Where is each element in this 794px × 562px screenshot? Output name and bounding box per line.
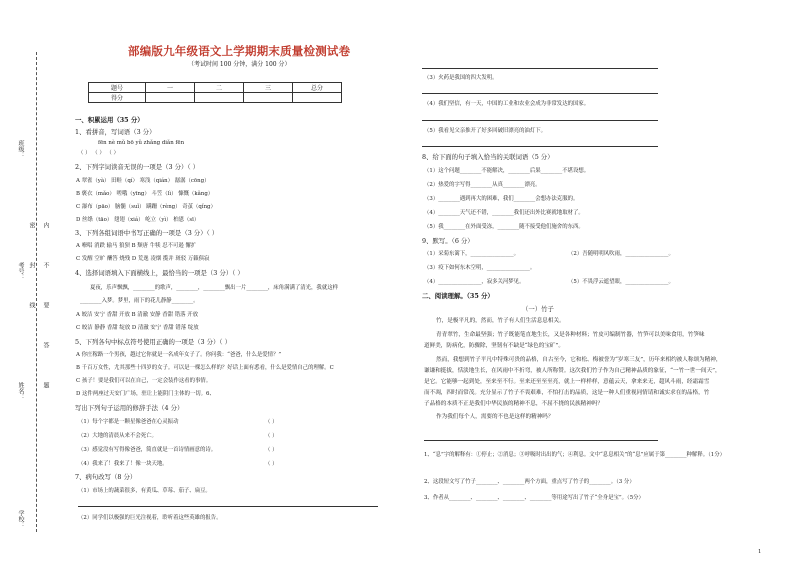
exam-subtitle: （考试时间 100 分钟，满分 100 分） [188,61,291,68]
q5-prompt: 5、下列各句中标点符号使用正确的一项是（3 分）（ ） [75,338,231,346]
q7-item-1: （1）市场上的蔬菜很多，有黄瓜、草莓、茄子、扁豆。 [78,488,211,494]
exam-title: 部编版九年级语文上学期期末质量检测试卷 [128,44,351,58]
q6-item-2: （2）大地的清晨从来不会死亡。 [78,433,157,439]
q8-item-4[interactable]: （4）________天气还不错，________我们还出外比赛就地取材了。 [424,210,584,216]
q7-item-4: （4）我们坚信，有一天，中国的工业和农业会成为非常发达的国家。 [424,101,590,107]
q6-item-3: （3）感觉没有写得像爸爸，简直就是一首诗情画意的诗。 [78,447,217,453]
reading-q2[interactable]: 2、这段短文写了竹子________、________两个方面，重点写了竹子的________。（3 分） [424,479,635,485]
r-answer-line-0[interactable] [422,68,658,69]
q8-prompt: 8、给下面的句子填入恰当的关联词语（5 分） [422,153,554,161]
score-cell-2[interactable] [195,93,244,103]
q4-options-cd[interactable]: C 皎洁 静静 香甜 绽放 D 清澈 安宁 香甜 错落 绽放 [76,325,199,331]
side-label-name: 姓名： [17,382,24,400]
score-row-label: 得分 [89,93,146,103]
r-answer-line-5[interactable] [422,146,658,147]
q6-answer-1[interactable]: （ ） [265,419,278,425]
q2-option-d[interactable]: D 丝绦（tāo） 翅翅（xiá） 屹立（yì） 柏恩（sī） [76,217,200,223]
q4-prompt: 4、选择词语填入下面横线上，最恰当的一项是（3 分）（ ） [75,269,244,277]
q4-passage-line2: ________入梦。梦里，雨下的花儿静静________。 [80,298,199,304]
score-head-label: 题号 [89,83,146,93]
q2-prompt: 2、下列字词读音无误的一项是（3 分）（ ） [75,163,200,171]
side-notice-6: 要 [42,302,49,308]
q3-options-cd[interactable]: C 发醒 空旷 酬答 烧残 D 荒逸 凌烟 揽并 斑驳 万籁俱寂 [76,256,210,262]
q9-item-5[interactable]: （5）不畏浮云遮望眼，________________。 [568,279,674,285]
q2-option-c[interactable]: C 瀑布（pāo） 脑髓（suǐ） 蹒跚（rèng） 奇茧（qǐng） [76,204,216,210]
q9-item-3[interactable]: （3）疫下如何东木空明，________________。 [424,265,536,271]
q7-item-3: （3）火药是我国的四大发明。 [424,75,498,81]
score-head-total: 总分 [293,83,342,93]
score-cell-1[interactable] [146,93,195,103]
score-table [88,82,342,103]
side-notice-1: 密 [28,222,35,228]
q6-item-1: （1）每个字都是一颗星像爸爸在心灵振动 [78,419,179,425]
passage-para-4: 作为我们每个人，需要的不也是这样的精神吗？ [436,414,554,420]
passage-para-3a: 然而，我想到竹子平凡中特殊可贵的品格，自古至今，它和松、梅被誉为“岁寒三友”，历年来相约被人称颂为精神， [436,357,722,363]
q8-item-3[interactable]: （3）________遇到再大的困难，我们________会想办法克服的。 [424,196,579,202]
q5-option-c[interactable]: C 孩子！要是我们可以在自己，一定会装作这看的事情。 [76,378,212,384]
score-cell-total[interactable] [293,93,342,103]
side-notice-4: 内 [42,222,49,228]
q5-option-a[interactable]: A 你庄稼路一个男孩，越过它你就是一名成年女子了。你问我：“爸爸，什么是爱情？” [76,352,282,358]
q2-option-b[interactable]: B 褒衣（mǎo） 嗟哦（yīng） 斗笠（lì） 慷慨（kǎng） [76,191,214,197]
q8-item-5[interactable]: （5）我________在外面受冻，________随不接受他们施舍的东西。 [424,224,584,230]
side-label-exam-no: 考号： [17,262,24,280]
q6-item-4: （4）我来了！我来了！像一块天地。 [78,461,168,467]
r-answer-line-4[interactable] [422,120,658,121]
page-number: 1 [758,549,762,555]
q6-answer-4[interactable]: （ ） [265,461,278,467]
q7-item-2: （2）同学们以极强的巨光注视着，聆听着这些英雄的报告。 [78,515,222,521]
q6-answer-2[interactable]: （ ） [265,433,278,439]
q5-option-d[interactable]: D 这件两座过天安门广场，驻让上能阴门主体的一切。6、 [76,391,215,397]
passage-para-2b: 道鲜美，防病化，防骤除，坚韧有不缺是“绿色的宝矿”。 [424,343,564,349]
q1-prompt: 1、看拼音，写词语（3 分） [75,128,156,136]
q6-prompt: 写出下列句子运用的修辞手法（4 分） [75,404,184,412]
r-answer-line-p[interactable] [424,440,658,441]
q6-answer-3[interactable]: （ ） [265,447,278,453]
q3-options-ab[interactable]: A 嘹唱 消跌 输马 狼狈 B 颓唐 牛犊 忍不可遏 懈扩 [76,243,197,249]
q3-prompt: 3、下列各组词语中书写正确的一项是（3 分）（ ） [75,229,219,237]
side-notice-8: 题 [42,382,49,388]
side-notice-3: 线 [28,302,35,308]
passage-title: （一）竹子 [522,305,554,313]
side-label-class: 班级： [17,140,24,158]
q9-prompt: 9、默写。（6 分） [422,237,474,245]
passage-para-3e: 子品格的本质不正是我们中华民族的精神不息，不屈不挠的民族精神吗？ [424,401,604,407]
side-label-school: 学校： [17,510,24,528]
section-2-heading: 二、阅读理解。（35 分） [422,292,494,300]
side-notice-2: 封 [28,262,35,268]
reading-q3[interactable]: 3、作者从________、________、________、________等用途写出了竹子“全身是宝”。（5分） [424,495,644,501]
q9-item-1[interactable]: （1）采菊东篱下，________________。 [424,251,520,257]
side-notice-7: 答 [42,342,49,348]
section-1-heading: 一、积累运用（35 分） [75,116,144,124]
q4-passage-line1: 夏夜，乐声飘飘，________的歌声，________，________飘出一片________，床角满满了清光，我就这样 [90,285,338,291]
passage-para-1: 竹，是极平凡的，然而，竹子有人们生活息息相关。 [436,318,565,324]
passage-para-2a: 青青翠竹，生命最坚强；竹子既能笔直地生长，又是各种材料；竹皮可编制竹器，竹笋可以美味食用，竹笋味 [436,332,705,338]
side-notice-5: 不 [42,262,49,268]
score-head-3: 三 [244,83,293,93]
score-cell-3[interactable] [244,93,293,103]
q1-answer-blanks[interactable]: （ ） （ ） （ ） [78,150,119,156]
q2-option-a[interactable]: A 翠雀（yà） 田畦（qí） 寒浅（qián） 潺潺（cōng） [76,178,210,184]
q8-item-2[interactable]: （2）热爱的字写得________从真________漂亮。 [424,182,541,188]
r-answer-line-3[interactable] [422,93,658,94]
q7-item-5: （5）我看见父亲推开了好多回破旧漂亮的油灯下。 [424,128,547,134]
q9-item-4[interactable]: （4）________________，寂多关河梦见。 [424,279,525,285]
q8-item-1[interactable]: （1）这个问题________不能解决，________后果________不堪设想。 [424,168,590,174]
passage-para-3b: 谦谦和挺拔，恬淡地生长，在风雨中不折弯，被人所称赞。这次我们竹子作为自己精神品质的象征，“一竹一世一间天”， [424,368,721,374]
score-head-1: 一 [146,83,195,93]
q9-item-2[interactable]: （2）吾随明明风吹雨，________________。 [568,251,674,257]
q4-options-ab[interactable]: A 皎洁 安宁 香甜 开放 B 清澈 安静 香甜 错落 开放 [76,312,199,318]
passage-para-3d: 而不凋，四时而常茂。充分显示了竹子不畏艰难，不怕打击的品质，这是一种人们重视同情请和诚实求在的品格，竹 [424,390,710,396]
q5-option-b[interactable]: B 千百万女性，尤其那些十四岁的女子。可以是一棵怎么样的？好话上面有悉看，什么是爱情自己的理解。C [76,365,334,371]
binding-line [36,52,37,532]
passage-para-3c: 是它。它能够一起到处，至来至不行。至来还至至至亮，就上一样样样，意蕴云天，拿来来无，超风斗雨，经霜霜雪 [424,379,710,385]
q7-answer-line-1[interactable] [78,506,378,507]
reading-q1[interactable]: 1、“息”字的解释有：①停止；②消息；③呼吸时出出的气；④利息。文中“息息相关”的“息”应属于第________种解释。（1分） [424,452,726,458]
q7-prompt: 7、病句改写（8 分） [75,473,137,481]
q1-pinyin: fēn nè mǔ bō yǔ zhǎng diǎn fēn [98,140,185,146]
score-head-2: 二 [195,83,244,93]
